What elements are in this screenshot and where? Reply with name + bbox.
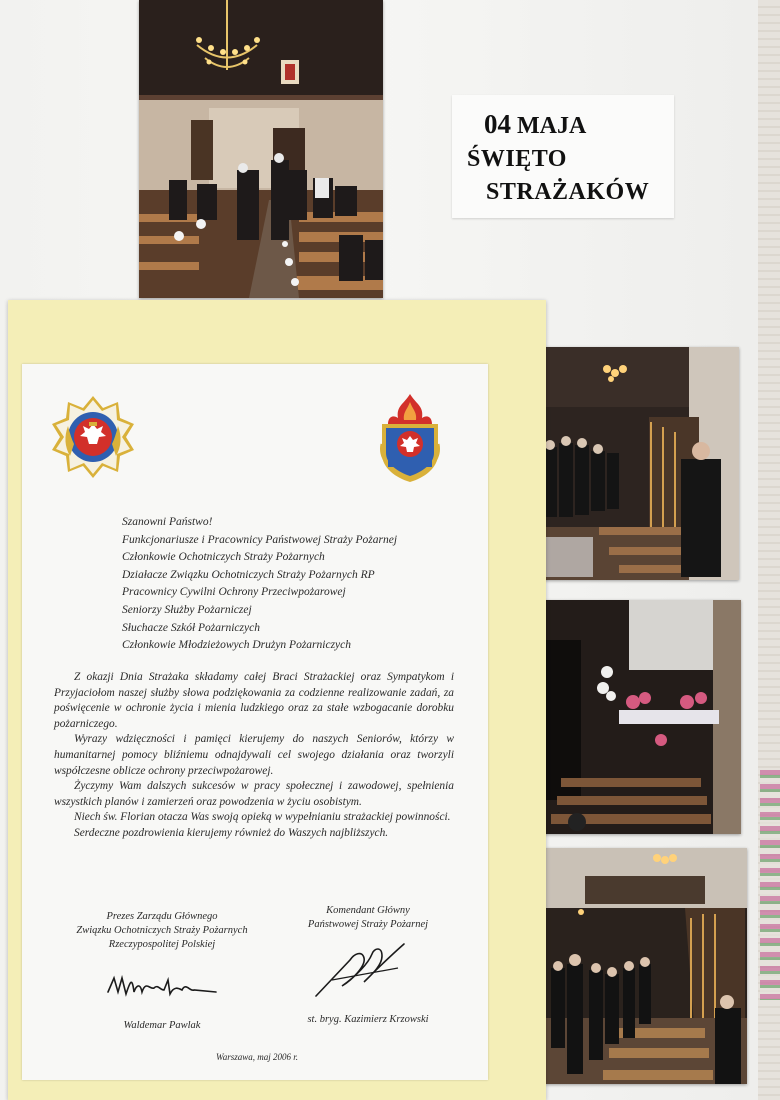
greeting-letter [22,364,488,1080]
letter-paragraph: Serdeczne pozdrowienia kierujemy również do Waszych najbliższych. [74,826,389,839]
salutation-block [122,514,397,655]
title-line-strazakow: STRAŻAKÓW [486,179,650,205]
letter-paragraph: Życzymy Wam dalszych sukcesów w pracy społecznej i zawodowej, spełnienia wszystkich planów i zamierzeń oraz powodzenia w życiu osobistym. [54,780,454,808]
photo-firefighters-in-church [539,347,739,580]
salutation-line: Pracownicy Cywilni Ochrony Przeciwpożarowej [122,586,346,599]
letter-paragraph: Z okazji Dnia Strażaka składamy całej Braci Strażackiej oraz Sympatykom i Przyjaciołom naszej służby słowa podziękowania za codzienne realizowanie zadań, za poświęcenie w ochronie życia i mienia ludzkiego oraz za stałe wzbogacanie dorobku pożarniczego. [54,671,454,730]
salutation-line: Funkcjonariusze i Pracownicy Państwowej Straży Pożarnej [122,533,398,546]
title-line-swieto: ŚWIĘTO [467,146,567,172]
embroidered-cloth [758,0,780,1100]
signatory-left-name: Waldemar Pawlak [123,1020,201,1031]
embroidery-pattern [760,770,780,1000]
photo-altar-and-screen [541,600,741,834]
osp-emblem [50,394,136,480]
salutation-line: Członkowie Ochotniczych Straży Pożarnych [122,551,325,564]
salutation-line: Seniorzy Służby Pożarniczej [122,603,252,616]
letter-body [54,670,454,842]
signatory-left-title: Prezes Zarządu Głównego Związku Ochotniczych Straży Pożarnych Rzeczypospolitej Polskiej [76,911,248,950]
signature-right [312,940,412,1000]
letter-paragraph: Wyrazy wdzięczności i pamięci kierujemy do naszych Seniorów, którzy w humanitarnej pomocy bliźniemu odnajdywali cel swojego działania oraz tworzyli współczesne oblicze ochrony przeciwpożarowej. [54,733,454,777]
signatory-right-title: Komendant Główny Państwowej Straży Pożarnej [307,905,429,930]
photo-church-mass [139,0,383,298]
psp-emblem [374,392,446,484]
title-date: 04 MAJA [484,109,587,139]
title-card [452,95,674,218]
photo-procession [545,848,747,1084]
salutation-line: Słuchacze Szkół Pożarniczych [122,621,260,634]
place-and-date: Warszawa, maj 2006 r. [216,1052,298,1062]
salutation-line: Członkowie Młodzieżowych Drużyn Pożarniczych [122,639,352,652]
salutation-line: Szanowni Państwo! [122,516,213,528]
signature-left [106,968,218,1004]
letter-paragraph: Niech św. Florian otacza Was swoją opieką w wypełnianiu strażackiej powinności. [74,811,451,824]
signatory-right-name: st. bryg. Kazimierz Krzowski [307,1014,429,1025]
salutation-line: Działacze Związku Ochotniczych Straży Pożarnych RP [122,568,375,581]
